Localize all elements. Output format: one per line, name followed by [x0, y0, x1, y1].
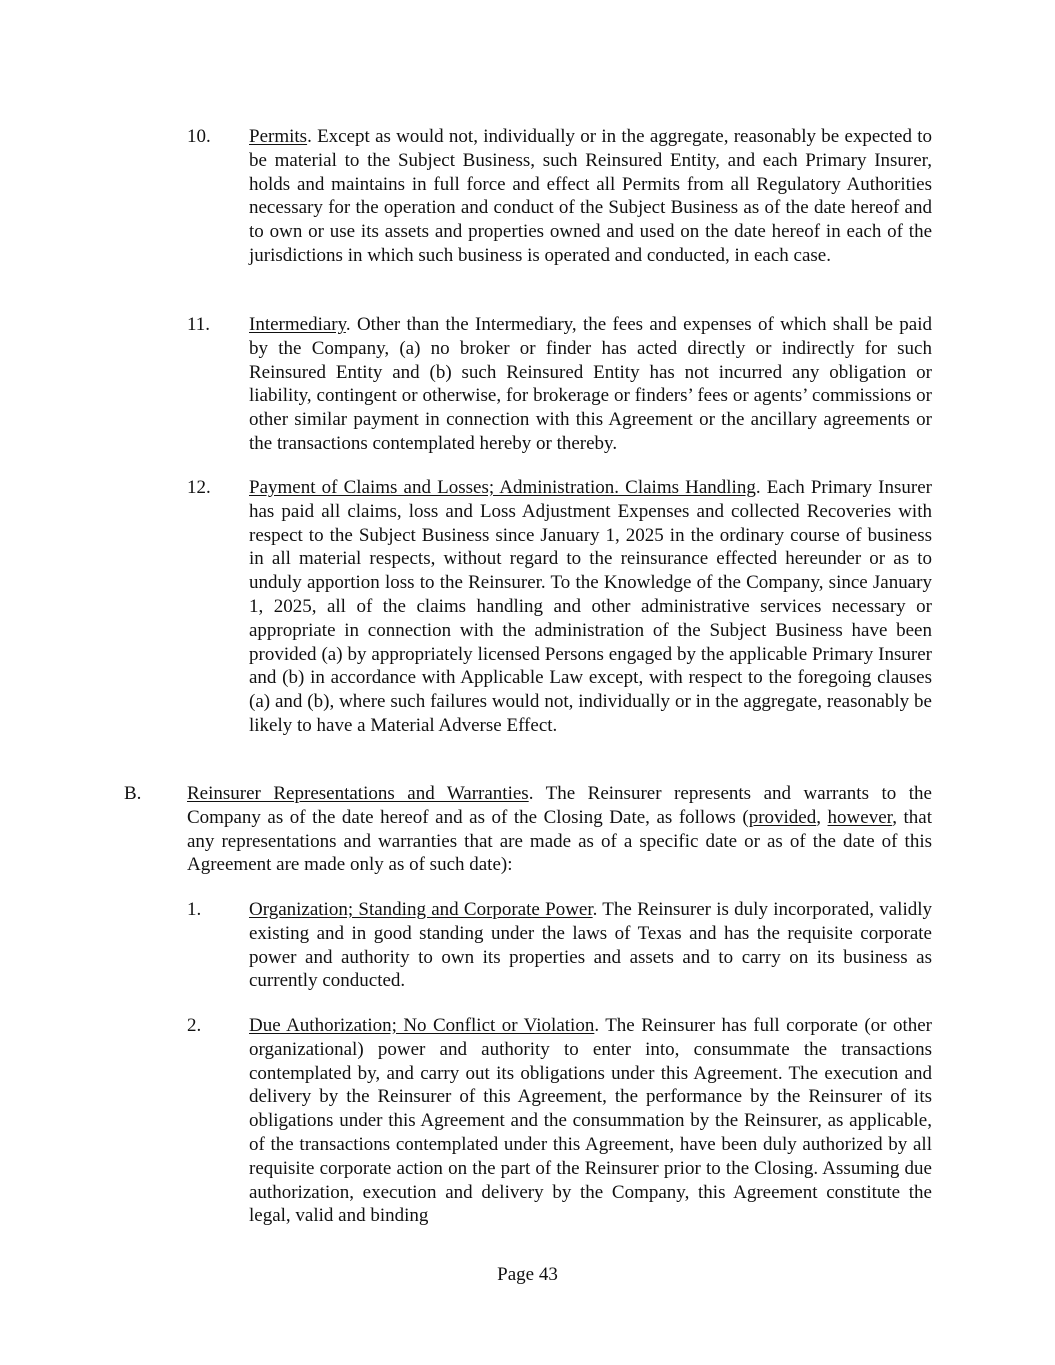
- section-body: [187, 782, 932, 877]
- comma: ,: [816, 806, 828, 828]
- item-body: [249, 898, 932, 993]
- item-heading: Intermediary: [249, 314, 346, 335]
- item-heading: Organization; Standing and Corporate Power: [249, 899, 593, 920]
- item-heading: Permits: [249, 126, 308, 147]
- section-text-before: . The Reinsurer represents and warrants to the Company as of the date hereof and as of the Closing Date, as follows (: [187, 783, 932, 828]
- item-heading: Due Authorization; No Conflict or Violation: [249, 1015, 595, 1036]
- section-heading: Reinsurer Representations and Warranties: [187, 783, 529, 804]
- section-letter: B.: [124, 783, 142, 804]
- section-text-after: , that any representations and warranties that are made as of a specific date or as of the date of this Agreement are made only as of such date):: [187, 806, 932, 876]
- provided-term: provided: [748, 806, 817, 828]
- item-number: 1.: [187, 899, 202, 920]
- page-footer: [0, 1263, 1055, 1287]
- page-number: Page 43: [497, 1264, 558, 1285]
- item-body: [249, 313, 932, 456]
- item-text: . Except as would not, individually or in the aggregate, reasonably be expected to be material to the Subject Business, such Reinsured Entity, and each Primary Insurer, holds and maintains in full force and effect all Permits from all Regulatory Authorities necessary for the operation and conduct of the Subject Business as of the date hereof and to own or use its assets and properties owned and used on the date hereof in each of the jurisdictions in which such business is operated and conducted, in each case.: [249, 126, 932, 266]
- item-text: . The Reinsurer is duly incorporated, validly existing and in good standing under the laws of Texas and has the requisite corporate power and authority to own its properties and assets and to carry on its business as currently conducted.: [249, 899, 933, 992]
- item-heading: Payment of Claims and Losses; Administration. Claims Handling: [249, 477, 756, 498]
- item-text: . Other than the Intermediary, the fees and expenses of which shall be paid by the Company, (a) no broker or finder has acted directly or indirectly for such Reinsured Entity and (b) such Reinsured Entity has not incurred any obligation or liability, contingent or otherwise, for brokerage or finders’ fees or agents’ commissions or other similar payment in connection with this Agreement or the ancillary agreements or the transactions contemplated hereby or thereby.: [249, 314, 932, 454]
- item-body: [249, 1014, 932, 1228]
- item-number: 2.: [187, 1015, 202, 1036]
- however-term: however: [827, 806, 893, 828]
- item-number: 10.: [187, 126, 211, 147]
- item-number: 11.: [187, 314, 211, 335]
- item-number: 12.: [187, 477, 211, 498]
- item-body: [249, 476, 932, 738]
- item-body: [249, 125, 932, 268]
- item-text: . The Reinsurer has full corporate (or other organizational) power and authority to enter into, consummate the transactions contemplated by, and carry out its obligations under this Agreement. The execution and delivery by the Reinsurer of this Agreement, the performance by the Reinsurer of its obligations under this Agreement and the consummation by the Reinsurer, as applicable, of the transactions contemplated under this Agreement, have been duly authorized by all requisite corporate action on the part of the Reinsurer prior to the Closing. Assuming due authorization, execution and delivery by the Company, this Agreement constitute the legal, valid and binding: [249, 1015, 932, 1227]
- item-text: . Each Primary Insurer has paid all claims, loss and Loss Adjustment Expenses and collected Recoveries with respect to the Subject Business since January 1, 2025 in the ordinary course of business in all material respects, without regard to the reinsurance effected hereunder or as to unduly apportion loss to the Reinsurer. To the Knowledge of the Company, since January 1, 2025, all of the claims handling and other administrative services necessary or appropriate in connection with the administration of the Subject Business have been provided (a) by appropriately licensed Persons engaged by the applicable Primary Insurer and (b) in accordance with Applicable Law except, with respect to the foregoing clauses (a) and (b), where such failures would not, individually or in the aggregate, reasonably be likely to have a Material Adverse Effect.: [249, 477, 932, 736]
